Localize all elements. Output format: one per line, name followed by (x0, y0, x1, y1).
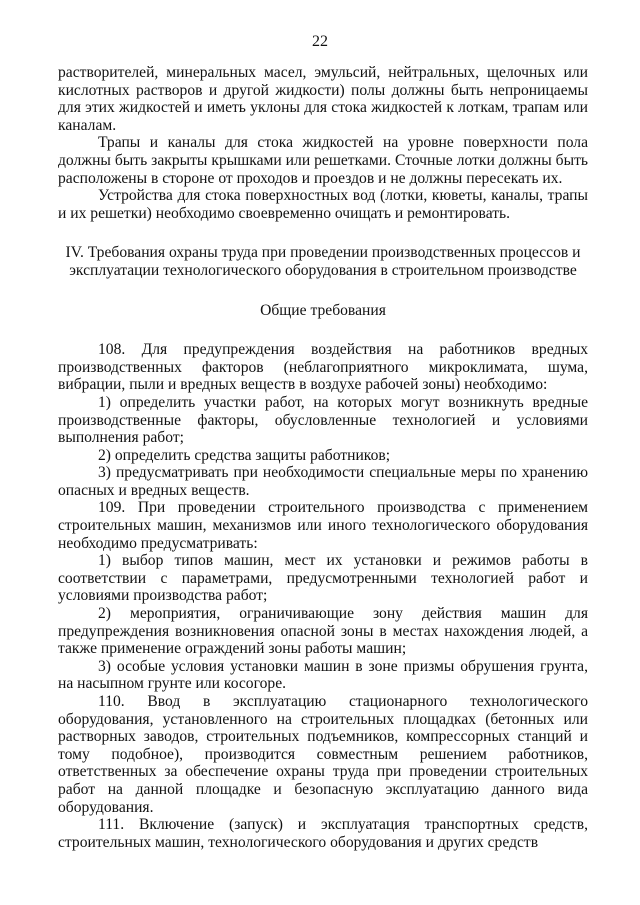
paragraph-surface-water: Устройства для стока поверхностных вод (лотки, кюветы, каналы, трапы и их решетки) необходимо своевременно очищать и ремонтировать. (58, 187, 588, 222)
clause-109-item-2: 2) мероприятия, ограничивающие зону действия машин для предупреждения возникновения опасной зоны в местах нахождения людей, а также применение ограждений зоны работы машин; (58, 605, 588, 658)
clause-108: 108. Для предупреждения воздействия на работников вредных производственных факторов (неблагоприятного микроклимата, шума, вибрации, пыли и вредных веществ в воздухе рабочей зоны) необходимо: (58, 341, 588, 394)
document-body (58, 64, 588, 851)
clause-110: 110. Ввод в эксплуатацию стационарного технологического оборудования, установленного на строительных площадках (бетонных или растворных заводов, строительных подъемников, компрессорных станций и тому подобное), производится совместным решением работников, ответственных за обеспечение охраны труда при проведении строительных работ на данной площадке и безопасную эксплуатацию данного вида оборудования. (58, 693, 588, 816)
paragraph-drains: Трапы и каналы для стока жидкостей на уровне поверхности пола должны быть закрыты крышками или решетками. Сточные лотки должны быть расположены в стороне от проходов и проездов и не должны пересекать их. (58, 134, 588, 187)
clause-109: 109. При проведении строительного производства с применением строительных машин, механизмов или иного технологического оборудования необходимо предусматривать: (58, 499, 588, 552)
subsection-heading: Общие требования (260, 301, 386, 319)
section-heading: IV. Требования охраны труда при проведении производственных процессов и эксплуатации технологического оборудования в строительном производстве (65, 244, 581, 279)
page-number: 22 (312, 33, 328, 50)
clause-111: 111. Включение (запуск) и эксплуатация транспортных средств, строительных машин, технологического оборудования и других средств (58, 816, 588, 851)
clause-109-item-1: 1) выбор типов машин, мест их установки и режимов работы в соответствии с параметрами, предусмотренными технологией работ и условиями производства работ; (58, 552, 588, 605)
clause-108-item-1: 1) определить участки работ, на которых могут возникнуть вредные производственные факторы, обусловленные технологией и условиями выполнения работ; (58, 393, 588, 447)
paragraph-continuation: растворителей, минеральных масел, эмульсий, нейтральных, щелочных или кислотных растворов и другой жидкости) полы должны быть непроницаемы для этих жидкостей и иметь уклоны для стока жидкостей к лоткам, трапам или каналам. (58, 64, 588, 134)
clause-108-item-2: 2) определить средства защиты работников; (98, 446, 391, 464)
clause-109-item-3: 3) особые условия установки машин в зоне призмы обрушения грунта, на насыпном грунте или косогоре. (58, 657, 588, 693)
clause-108-item-3: 3) предусматривать при необходимости специальные меры по хранению опасных и вредных веществ. (58, 464, 588, 499)
